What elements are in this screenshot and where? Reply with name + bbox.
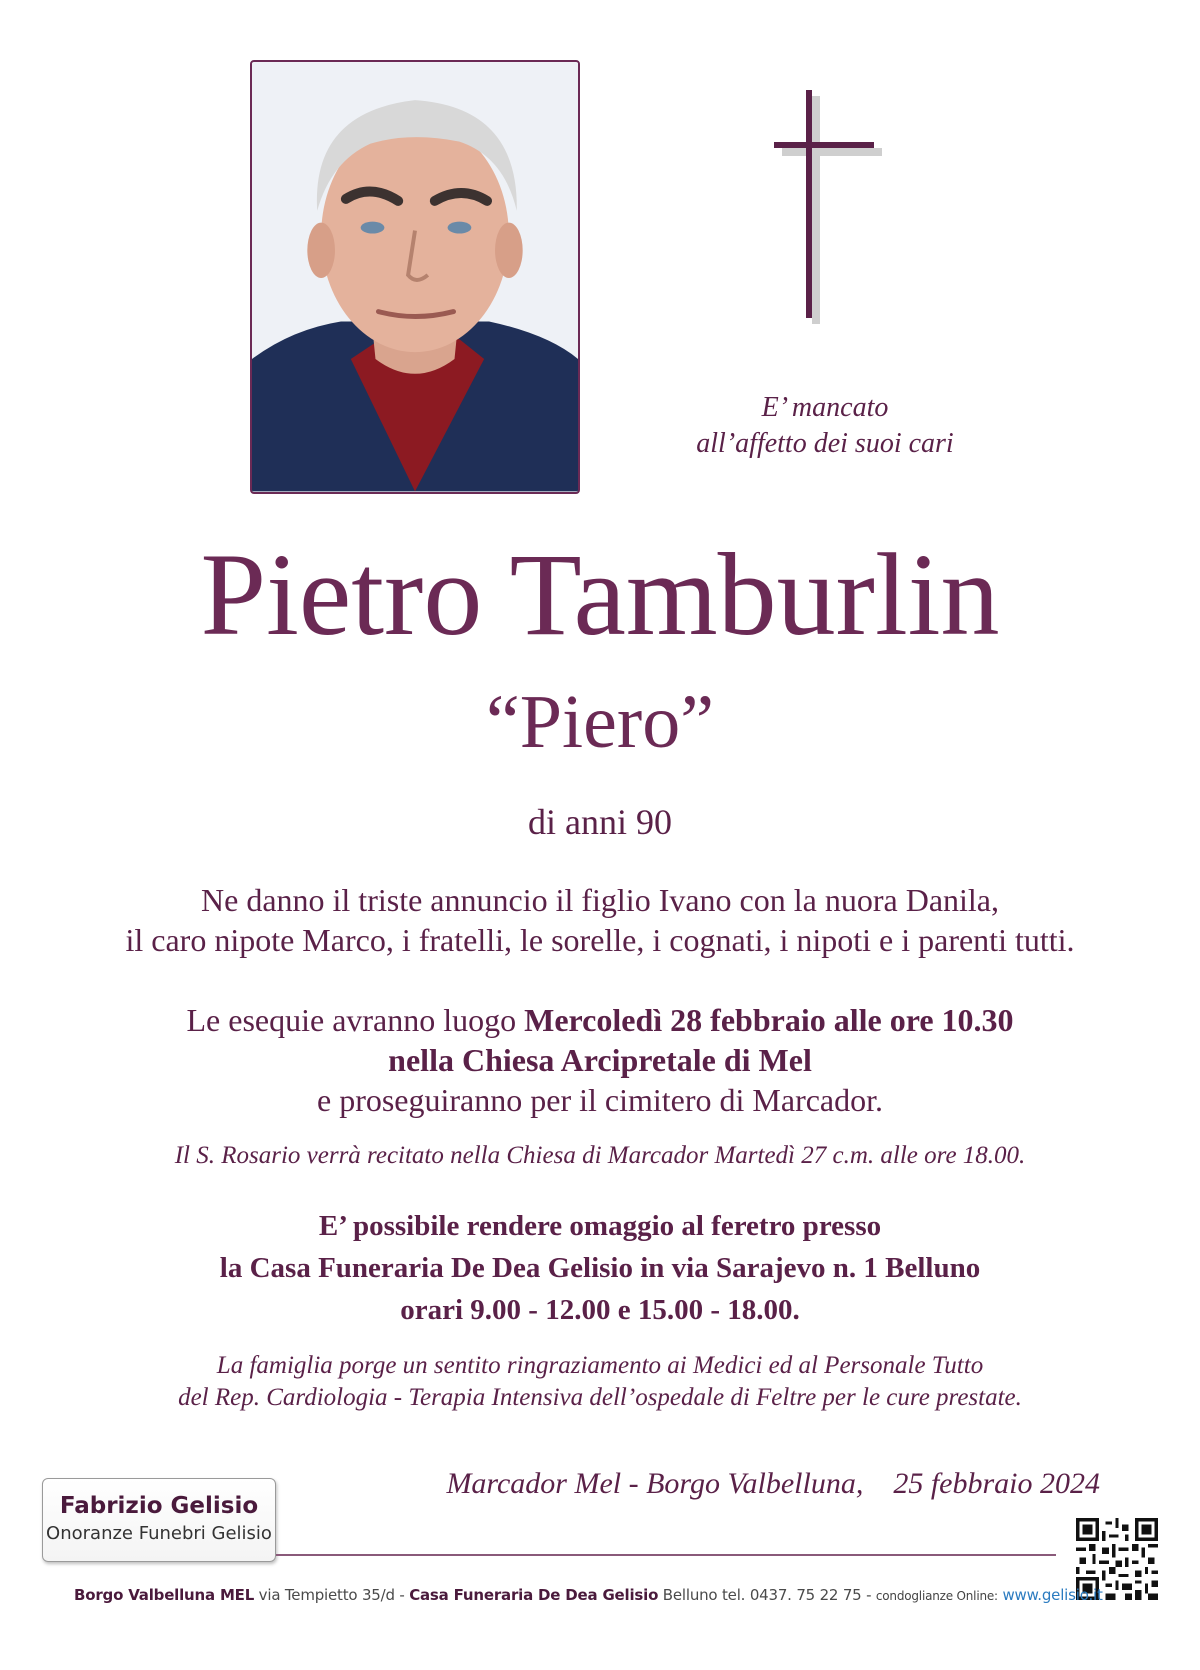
funeral-date-time: Mercoledì 28 febbraio alle ore 10.30: [524, 1002, 1014, 1038]
dateline-date: 25 febbraio 2024: [893, 1467, 1100, 1500]
thanks-note: [40, 1350, 1160, 1414]
deceased-name: Pietro Tamburlin: [200, 529, 1000, 660]
latin-cross-icon: [770, 90, 900, 340]
intro-line: all’affetto dei suoi cari: [696, 428, 954, 459]
announcement-line: Ne danno il triste annuncio il figlio Ivano con la nuora Danila,: [201, 882, 999, 918]
deceased-age: di anni 90: [528, 802, 672, 842]
intro-line: E’ mancato: [761, 392, 889, 423]
dateline-place: Marcador Mel - Borgo Valbelluna,: [446, 1467, 864, 1500]
intro-text: [600, 390, 1050, 462]
rosary-note: Il S. Rosario verrà recitato nella Chiesa di Marcador Martedì 27 c.m. alle ore 18.00.: [174, 1142, 1026, 1169]
footer-contacts: [74, 1586, 1103, 1604]
dateline: [380, 1466, 1100, 1502]
funeral-info: [40, 1000, 1160, 1120]
announcement: [40, 880, 1160, 960]
visit-hours: orari 9.00 - 12.00 e 15.00 - 18.00.: [400, 1294, 800, 1326]
deceased-nickname: “Piero”: [486, 680, 714, 764]
funeral-church: nella Chiesa Arcipretale di Mel: [388, 1042, 812, 1078]
funeral-home-logo: [42, 1478, 276, 1562]
logo-subtitle: Onoranze Funebri Gelisio: [46, 1523, 272, 1544]
visit-line: E’ possibile rendere omaggio al feretro presso: [318, 1210, 882, 1242]
footer-place-belluno: Casa Funeraria De Dea Gelisio: [409, 1586, 659, 1604]
announcement-line: il caro nipote Marco, i fratelli, le sorelle, i cognati, i nipoti e i parenti tutti.: [125, 922, 1075, 958]
divider: [276, 1554, 1056, 1556]
thanks-line: del Rep. Cardiologia - Terapia Intensiva dell’ospedale di Feltre per le cure prestate.: [178, 1384, 1022, 1411]
footer-website-link[interactable]: www.gelisio.it: [1002, 1586, 1103, 1604]
footer-address-belluno: Belluno: [662, 1586, 718, 1604]
footer-condolences-label: condoglianze Online:: [875, 1589, 998, 1603]
footer-place-mel: Borgo Valbelluna MEL: [74, 1586, 255, 1604]
deceased-photo: [250, 60, 580, 494]
footer-phone: tel. 0437. 75 22 75 -: [722, 1586, 872, 1604]
logo-name: Fabrizio Gelisio: [59, 1493, 259, 1519]
visit-line: la Casa Funeraria De Dea Gelisio in via Sarajevo n. 1 Belluno: [219, 1252, 981, 1284]
funeral-after: e proseguiranno per il cimitero di Marcador.: [316, 1082, 884, 1118]
funeral-prefix: Le esequie avranno luogo: [186, 1002, 517, 1038]
footer-address-mel: via Tempietto 35/d -: [258, 1586, 405, 1604]
visit-info: [40, 1205, 1160, 1331]
thanks-line: La famiglia porge un sentito ringraziamento ai Medici ed al Personale Tutto: [216, 1352, 984, 1379]
